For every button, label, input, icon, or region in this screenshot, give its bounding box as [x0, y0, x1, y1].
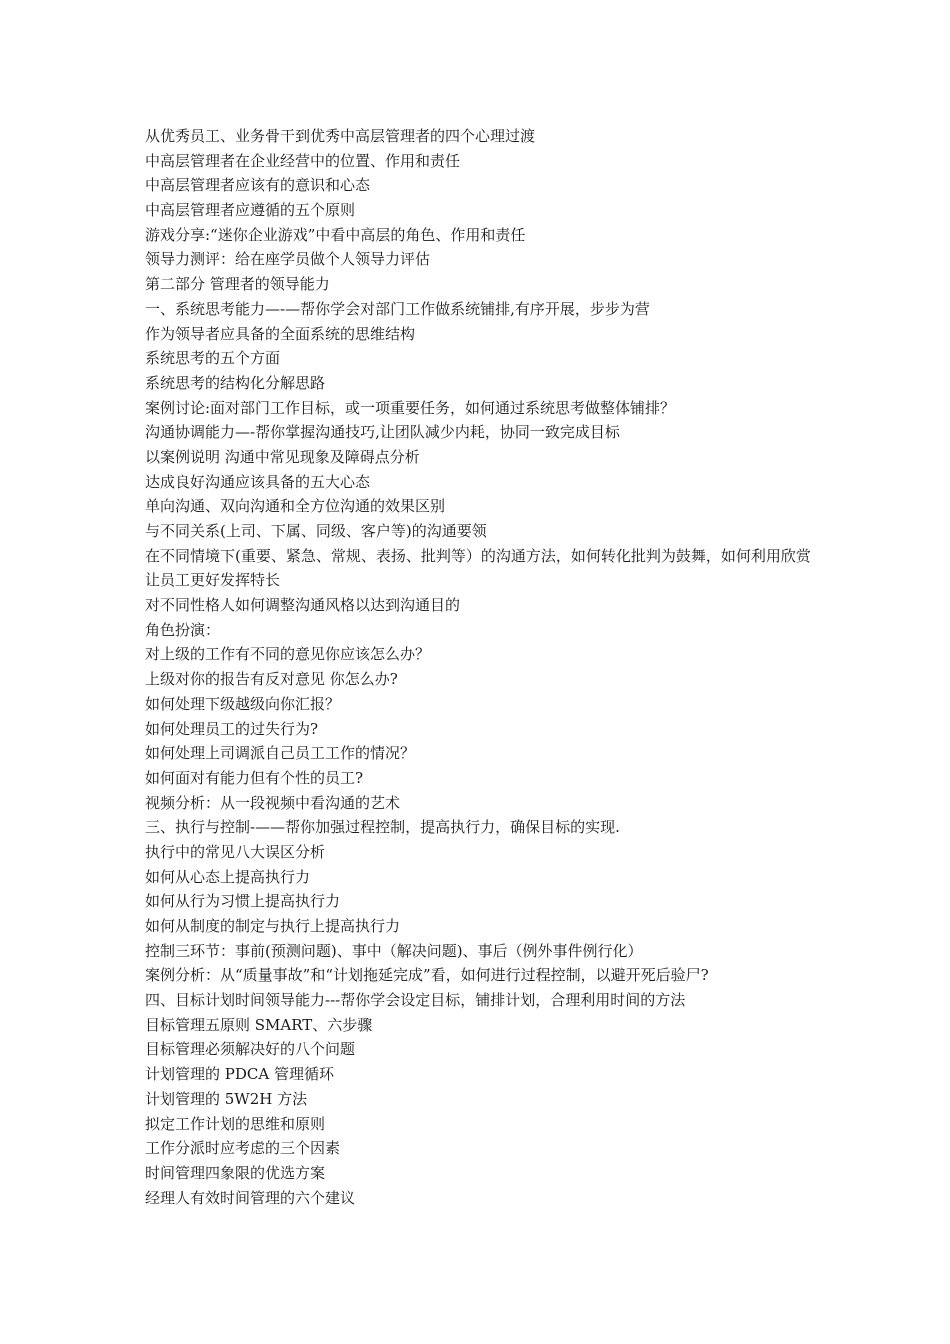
text-line: 视频分析：从一段视频中看沟通的艺术 [145, 793, 401, 812]
text-line: 达成良好沟通应该具备的五大心态 [145, 472, 371, 491]
text-line: 案例讨论:面对部门工作目标，或一项重要任务，如何通过系统思考做整体铺排？ [145, 398, 676, 417]
text-line: 如何从制度的制定与执行上提高执行力 [145, 917, 401, 936]
text-line: 游戏分享:“迷你企业游戏”中看中高层的角色、作用和责任 [145, 225, 526, 244]
text-line: 对不同性格人如何调整沟通风格以达到沟通目的 [145, 596, 461, 615]
section-heading: 沟通协调能力—-帮你掌握沟通技巧,让团队减少内耗，协同一致完成目标 [145, 423, 620, 442]
text-line: 时间管理四象限的优选方案 [145, 1163, 326, 1182]
text-line: 案例分析：从“质量事故”和“计划拖延完成”看，如何进行过程控制，以避开死后验尸? [145, 966, 709, 985]
text-line: 中高层管理者应该有的意识和心态 [145, 176, 371, 195]
text-line: 中高层管理者在企业经营中的位置、作用和责任 [145, 151, 461, 170]
section-heading: 一、系统思考能力—-—帮你学会对部门工作做系统铺排,有序开展，步步为营 [145, 299, 650, 318]
text-line: 计划管理的 PDCA 管理循环 [145, 1065, 334, 1084]
text-line: 从优秀员工、业务骨干到优秀中高层管理者的四个心理过渡 [145, 127, 536, 145]
text-line: 中高层管理者应遵循的五个原则 [145, 201, 356, 220]
text-line: 角色扮演： [145, 620, 221, 639]
text-line: 如何面对有能力但有个性的员工? [145, 768, 364, 787]
text-line: 上级对你的报告有反对意见 你怎么办? [145, 670, 398, 689]
text-line: 经理人有效时间管理的六个建议 [145, 1188, 356, 1207]
text-line: 如何从心态上提高执行力 [145, 867, 311, 886]
section-heading: 四、目标计划时间领导能力---帮你学会设定目标，铺排计划，合理利用时间的方法 [145, 991, 686, 1010]
text-line: 以案例说明 沟通中常见现象及障碍点分析 [145, 447, 420, 466]
text-line: 拟定工作计划的思维和原则 [145, 1114, 326, 1133]
text-line: 目标管理必须解决好的八个问题 [145, 1040, 356, 1059]
text-line: 如何处理上司调派自己员工工作的情况？ [145, 744, 416, 763]
section-heading: 三、执行与控制-——帮你加强过程控制，提高执行力，确保目标的实现. [145, 818, 620, 837]
text-line: 工作分派时应考虑的三个因素 [145, 1139, 341, 1158]
text-line: 系统思考的结构化分解思路 [145, 373, 326, 392]
text-line: 对上级的工作有不同的意见你应该怎么办？ [145, 645, 431, 664]
text-line: 作为领导者应具备的全面系统的思维结构 [145, 324, 416, 343]
text-line: 单向沟通、双向沟通和全方位沟通的效果区别 [145, 497, 446, 516]
text-line: 系统思考的五个方面 [145, 349, 281, 368]
text-line: 控制三环节：事前(预测问题)、事中（解决问题)、事后（例外事件例行化） [145, 941, 643, 960]
text-line: 执行中的常见八大误区分析 [145, 842, 326, 861]
section-heading: 第二部分 管理者的领导能力 [145, 275, 330, 294]
document-body [145, 124, 817, 1210]
text-line: 如何处理下级越级向你汇报？ [145, 694, 341, 713]
text-line: 计划管理的 5W2H 方法 [145, 1089, 308, 1108]
text-line: 如何从行为习惯上提高执行力 [145, 892, 341, 911]
text-line: 目标管理五原则 SMART、六步骤 [145, 1015, 373, 1034]
text-line: 与不同关系(上司、下属、同级、客户等)的沟通要领 [145, 522, 487, 540]
text-paragraph: 在不同情境下(重要、紧急、常规、表扬、批判等）的沟通方法，如何转化批判为鼓舞，如何利用欣赏让员工更好发挥特长 [145, 546, 811, 590]
text-line: 如何处理员工的过失行为? [145, 719, 319, 738]
text-line: 领导力测评：给在座学员做个人领导力评估 [145, 250, 431, 269]
